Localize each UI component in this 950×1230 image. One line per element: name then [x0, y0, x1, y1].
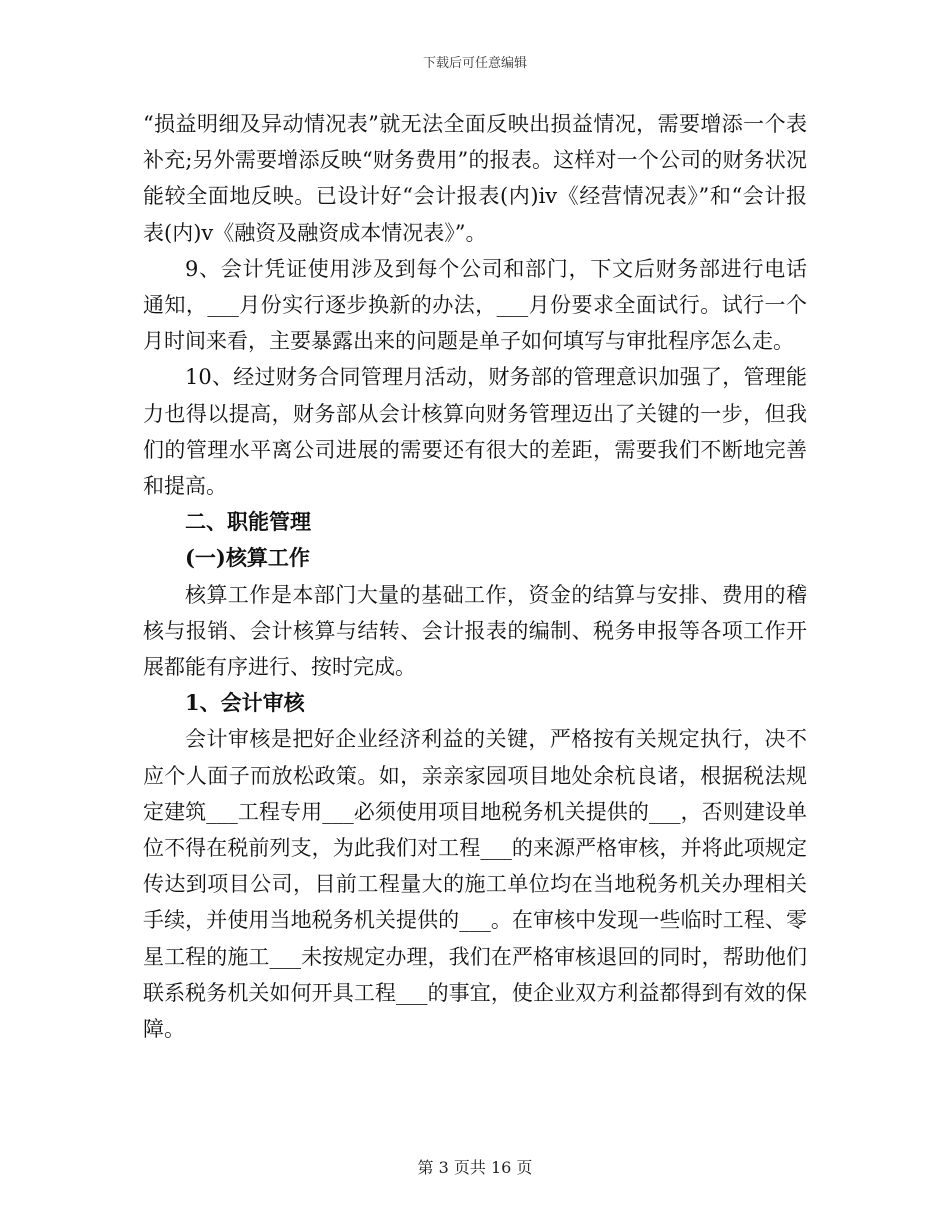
- paragraph-accounting-audit: 会计审核是把好企业经济利益的关键，严格按有关规定执行，决不应个人面子而放松政策。如，亲亲家园项目地处余杭良诸，根据税法规定建筑___工程专用___必须使用项目地税务机关提供的___，否则建设单位不得在税前列支，为此我们对工程___的来源严格审核，并将此项规定传达到项目公司，目前工程量大的施工单位均在当地税务机关办理相关手续，并使用当地税务机关提供的___。在审核中发现一些临时工程、零星工程的施工___未按规定办理，我们在严格审核退回的同时，帮助他们联系税务机关如何开具工程___的事宜，使企业双方利益都得到有效的保障。: [143, 727, 807, 1042]
- paragraph-accounting-work: 核算工作是本部门大量的基础工作，资金的结算与安排、费用的稽核与报销、会计核算与结转、会计报表的编制、税务申报等各项工作开展都能有序进行、按时完成。: [143, 582, 807, 680]
- page-number: 第 3 页共 16 页: [417, 1158, 533, 1177]
- paragraph-item-10: 10、经过财务合同管理月活动，财务部的管理意识加强了，管理能力也得以提高，财务部从会计核算向财务管理迈出了关键的一步，但我们的管理水平离公司进展的需要还有很大的差距，需要我们不断地完善和提高。: [143, 365, 807, 499]
- subsection-heading-accounting-audit: 1、会计审核: [185, 690, 305, 716]
- paragraph-continuation: “损益明细及异动情况表”就无法全面反映出损益情况，需要增添一个表补充;另外需要增添反映“财务费用”的报表。这样对一个公司的财务状况能较全面地反映。已设计好“会计报表(内)iv《经营情况表》”和“会计报表(内)v《融资及融资成本情况表》”。: [143, 112, 807, 245]
- paragraph-item-9: 9、会计凭证使用涉及到每个公司和部门，下文后财务部进行电话通知，___月份实行逐步换新的办法，___月份要求全面试行。试行一个月时间来看，主要暴露出来的问题是单子如何填写与审批程序怎么走。: [143, 256, 807, 354]
- subsection-heading-accounting-work: (一)核算工作: [185, 545, 310, 571]
- page-header: 下载后可任意编辑: [422, 56, 527, 71]
- section-heading-functional-management: 二、职能管理: [185, 509, 311, 535]
- document-body: [143, 106, 807, 1047]
